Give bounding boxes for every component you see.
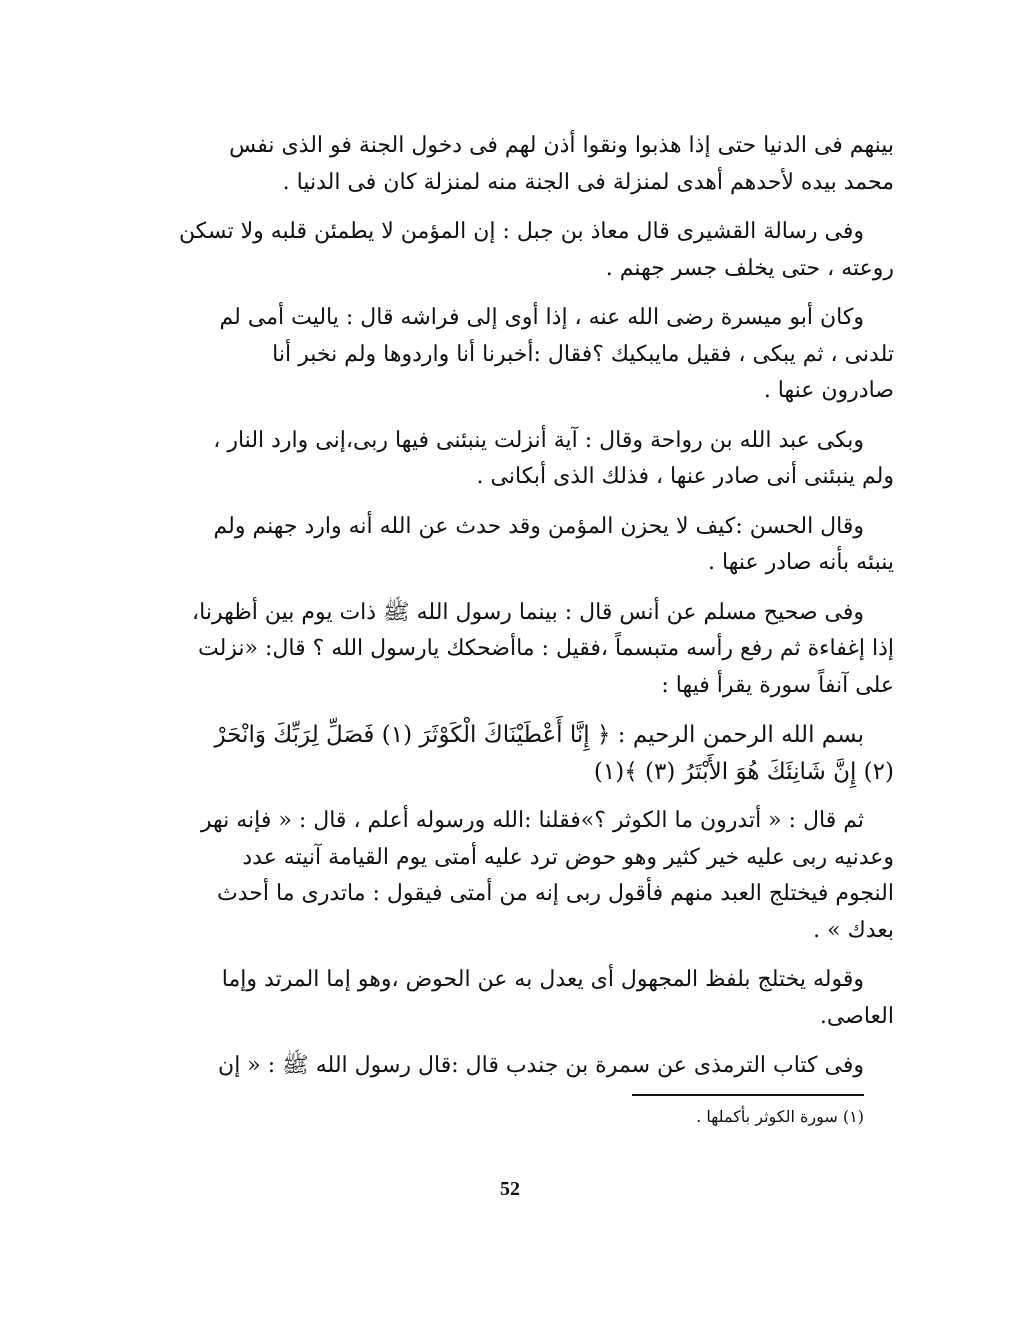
text-line: ينبئه بأنه صادر عنها .: [708, 550, 894, 575]
text-line: على آنفاً سورة يقرأ فيها :: [661, 672, 894, 698]
text-line: إذا إغفاءة ثم رفع رأسه متبسماً ،فقيل : ماأضحكك يارسول الله ؟ قال: «نزلت: [197, 636, 894, 661]
paragraph-7: [172, 803, 894, 949]
text-line: بسم الله الرحمن الرحيم : ﴿ إِنَّا أَعْطَيْنَاكَ الْكَوْثَرَ (١) فَصَلِّ لِرَبِّكَ وَانْحَرْ: [214, 722, 864, 748]
text-line: وفى صحيح مسلم عن أنس قال : بينما رسول الله ﷺ ذات يوم بين أظهرنا،: [192, 599, 864, 625]
text-line: وفى رسالة القشيرى قال معاذ بن جبل : إن المؤمن لا يطمئن قلبه ولا تسكن: [178, 219, 864, 244]
paragraph-1: [172, 128, 894, 201]
text-line: وكان أبو ميسرة رضى الله عنه ، إذا أوى إلى فراشه قال : ياليت أمى لم: [219, 305, 864, 330]
text-line: وعدنيه ربى عليه خير كثير وهو حوض ترد عليه أمتى يوم القيامة آنيته عدد: [242, 844, 894, 870]
text-line: روعته ، حتى يخلف جسر جهنم .: [605, 255, 894, 281]
quran-verse: [172, 717, 894, 790]
text-line: تلدنى ، ثم يبكى ، فقيل مايبكيك ؟فقال :أخبرنا أنا واردوها ولم نخبر أنا: [272, 341, 894, 367]
text-line: ثم قال : « أتدرون ما الكوثر ؟»فقلنا :الله ورسوله أعلم ، قال : « فإنه نهر: [200, 808, 864, 833]
footnote-divider: [632, 1094, 864, 1096]
text-line: صادرون عنها .: [763, 378, 894, 403]
paragraph-5: [172, 509, 894, 582]
text-line: ولم ينبئنى أنى صادر عنها ، فذلك الذى أبكانى .: [476, 464, 894, 489]
text-line: وفى كتاب الترمذى عن سمرة بن جندب قال :قال رسول الله ﷺ : « إن: [218, 1053, 864, 1078]
text-line: وبكى عبد الله بن رواحة وقال : آية أنزلت ينبئنى فيها ربى،إنى وارد النار ،: [213, 427, 864, 453]
text-line: العاصى.: [819, 1003, 894, 1029]
paragraph-4: [172, 423, 894, 496]
text-line: وقوله يختلج بلفظ المجهول أى يعدل به عن الحوض ،وهو إما المرتد وإما: [221, 967, 864, 992]
paragraph-6: [172, 595, 894, 705]
text-line: بينهم فى الدنيا حتى إذا هذبوا ونقوا أذن لهم فى دخول الجنة فو الذى نفس: [229, 133, 894, 158]
text-line: (٢) إِنَّ شَانِئَكَ هُوَ الأَبْتَرُ (٣) ﴾(١): [593, 758, 894, 785]
footnote: (١) سورة الكوثر بأكملها .: [696, 1107, 864, 1126]
paragraph-8: [172, 962, 894, 1035]
paragraph-3: [172, 300, 894, 410]
paragraph-9: [172, 1048, 894, 1085]
page-number: 52: [500, 1178, 520, 1200]
text-line: محمد بيده لأحدهم أهدى لمنزلة فى الجنة منه لمنزلة كان فى الدنيا .: [282, 169, 894, 195]
body-text: [172, 128, 894, 1098]
paragraph-2: [172, 214, 894, 287]
text-line: النجوم فيختلج العبد منهم فأقول ربى إنه من أمتى فيقول : ماتدرى ما أحدث: [217, 881, 894, 906]
text-line: وقال الحسن :كيف لا يحزن المؤمن وقد حدث عن الله أنه وارد جهنم ولم: [213, 513, 864, 539]
text-line: بعدك » .: [813, 917, 894, 943]
